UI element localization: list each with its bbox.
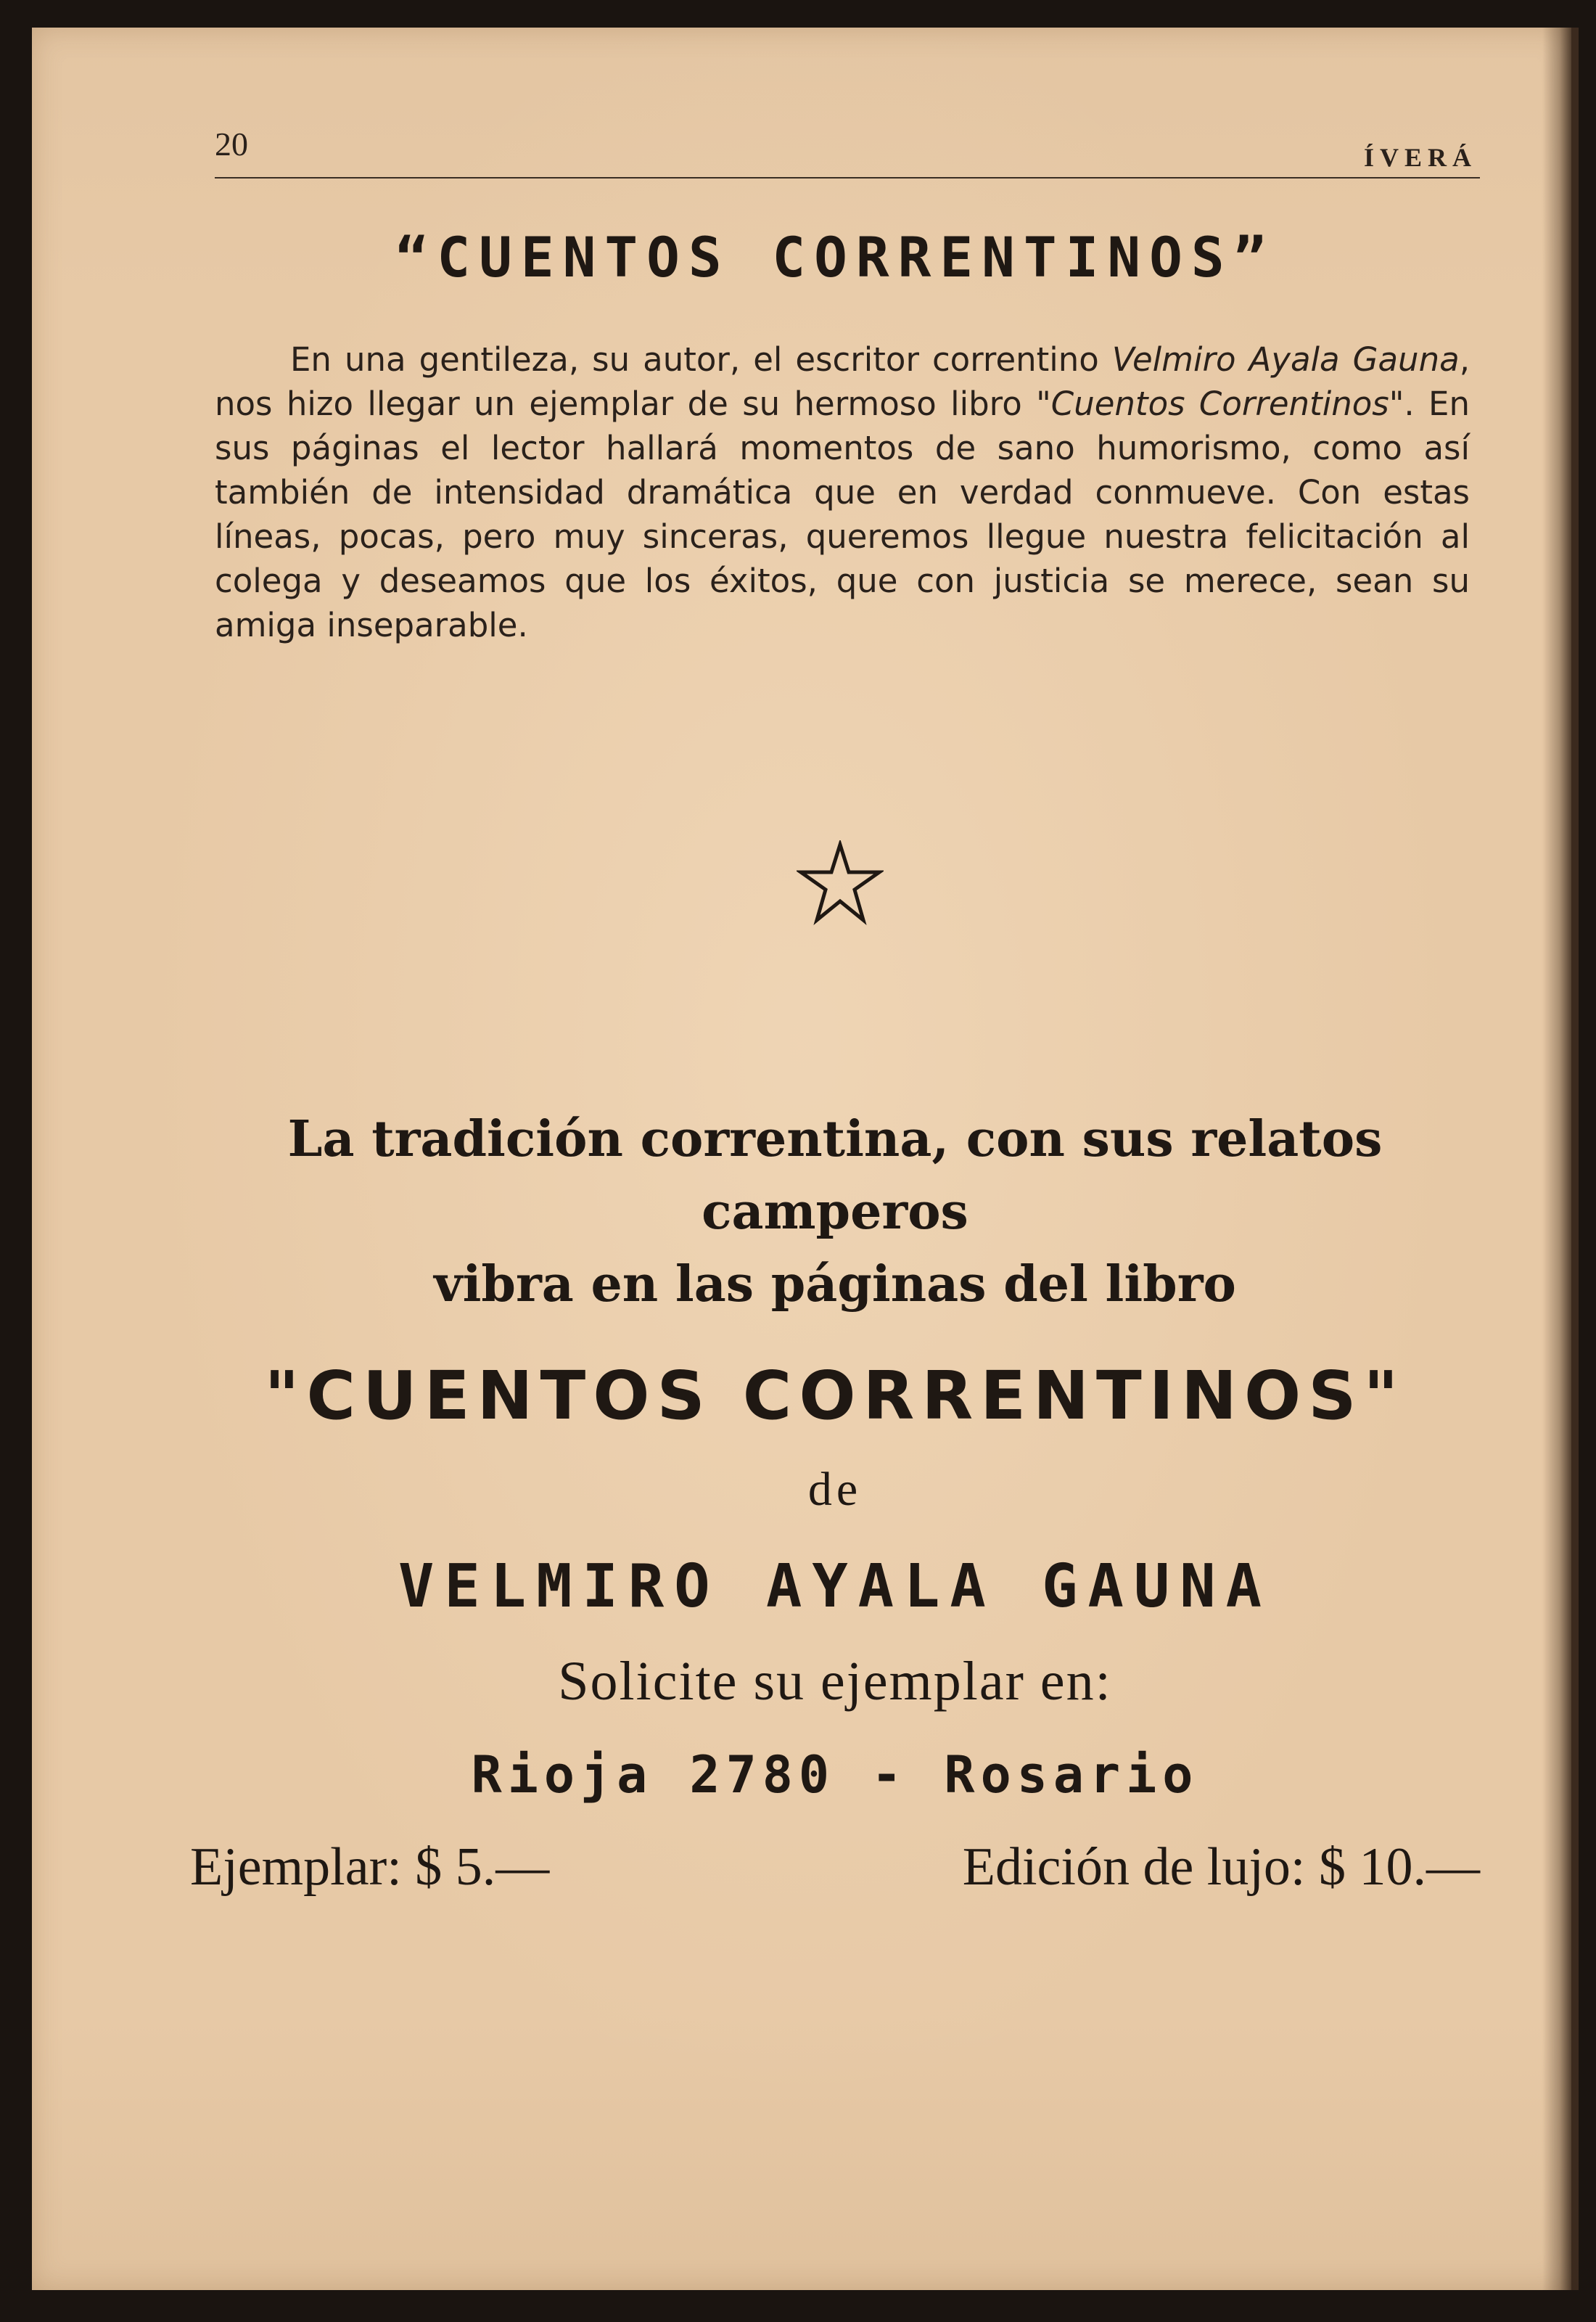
- ad-request: Solicite su ejemplar en:: [558, 1651, 1112, 1712]
- article-author-name: Velmiro Ayala Gauna: [1111, 340, 1460, 379]
- ad-lead: [186, 1103, 1484, 1321]
- article-text-part3: ". En sus páginas el lector hallará momentos de sano humorismo, como así también de intensidad dramática que en verdad conmueve. Con estas líneas, pocas, pero muy sinceras, queremos llegue nuestra felicitación al colega y deseamos que los éxitos, que con justicia se merece, sean su amiga inseparable.: [215, 385, 1470, 644]
- article-text-part2: , nos hizo llegar un ejemplar de su hermoso libro ": [215, 340, 1470, 423]
- page-header: [186, 116, 1484, 189]
- article-paragraph: [215, 337, 1470, 647]
- article-title: “CUENTOS CORRENTINOS”: [395, 225, 1275, 290]
- header-rule: [215, 177, 1480, 179]
- price-regular: Ejemplar: $ 5.—: [190, 1837, 550, 1897]
- ad-lead-line-2: vibra en las páginas del libro: [434, 1255, 1236, 1313]
- article-book-name: Cuentos Correntinos: [1050, 385, 1389, 423]
- ad-address: Rioja 2780 - Rosario: [471, 1745, 1199, 1805]
- page-number: 20: [215, 126, 248, 163]
- ad-lead-line-1: La tradición correntina, con sus relatos camperos: [287, 1110, 1383, 1241]
- running-title: ÍVERÁ: [1363, 143, 1477, 172]
- book-advertisement: [186, 1103, 1484, 1909]
- ad-book-title: "CUENTOS CORRENTINOS": [264, 1357, 1406, 1435]
- ad-prices: [186, 1837, 1484, 1909]
- price-deluxe: Edición de lujo: $ 10.—: [962, 1837, 1480, 1897]
- ad-de: de: [807, 1463, 863, 1516]
- article-text-part1: En una gentileza, su autor, el escritor correntino: [290, 340, 1112, 379]
- star-icon: [797, 840, 884, 927]
- ad-author: VELMIRO AYALA GAUNA: [398, 1552, 1272, 1621]
- article-body: [215, 337, 1470, 647]
- page-spine-shadow: [1542, 28, 1571, 2290]
